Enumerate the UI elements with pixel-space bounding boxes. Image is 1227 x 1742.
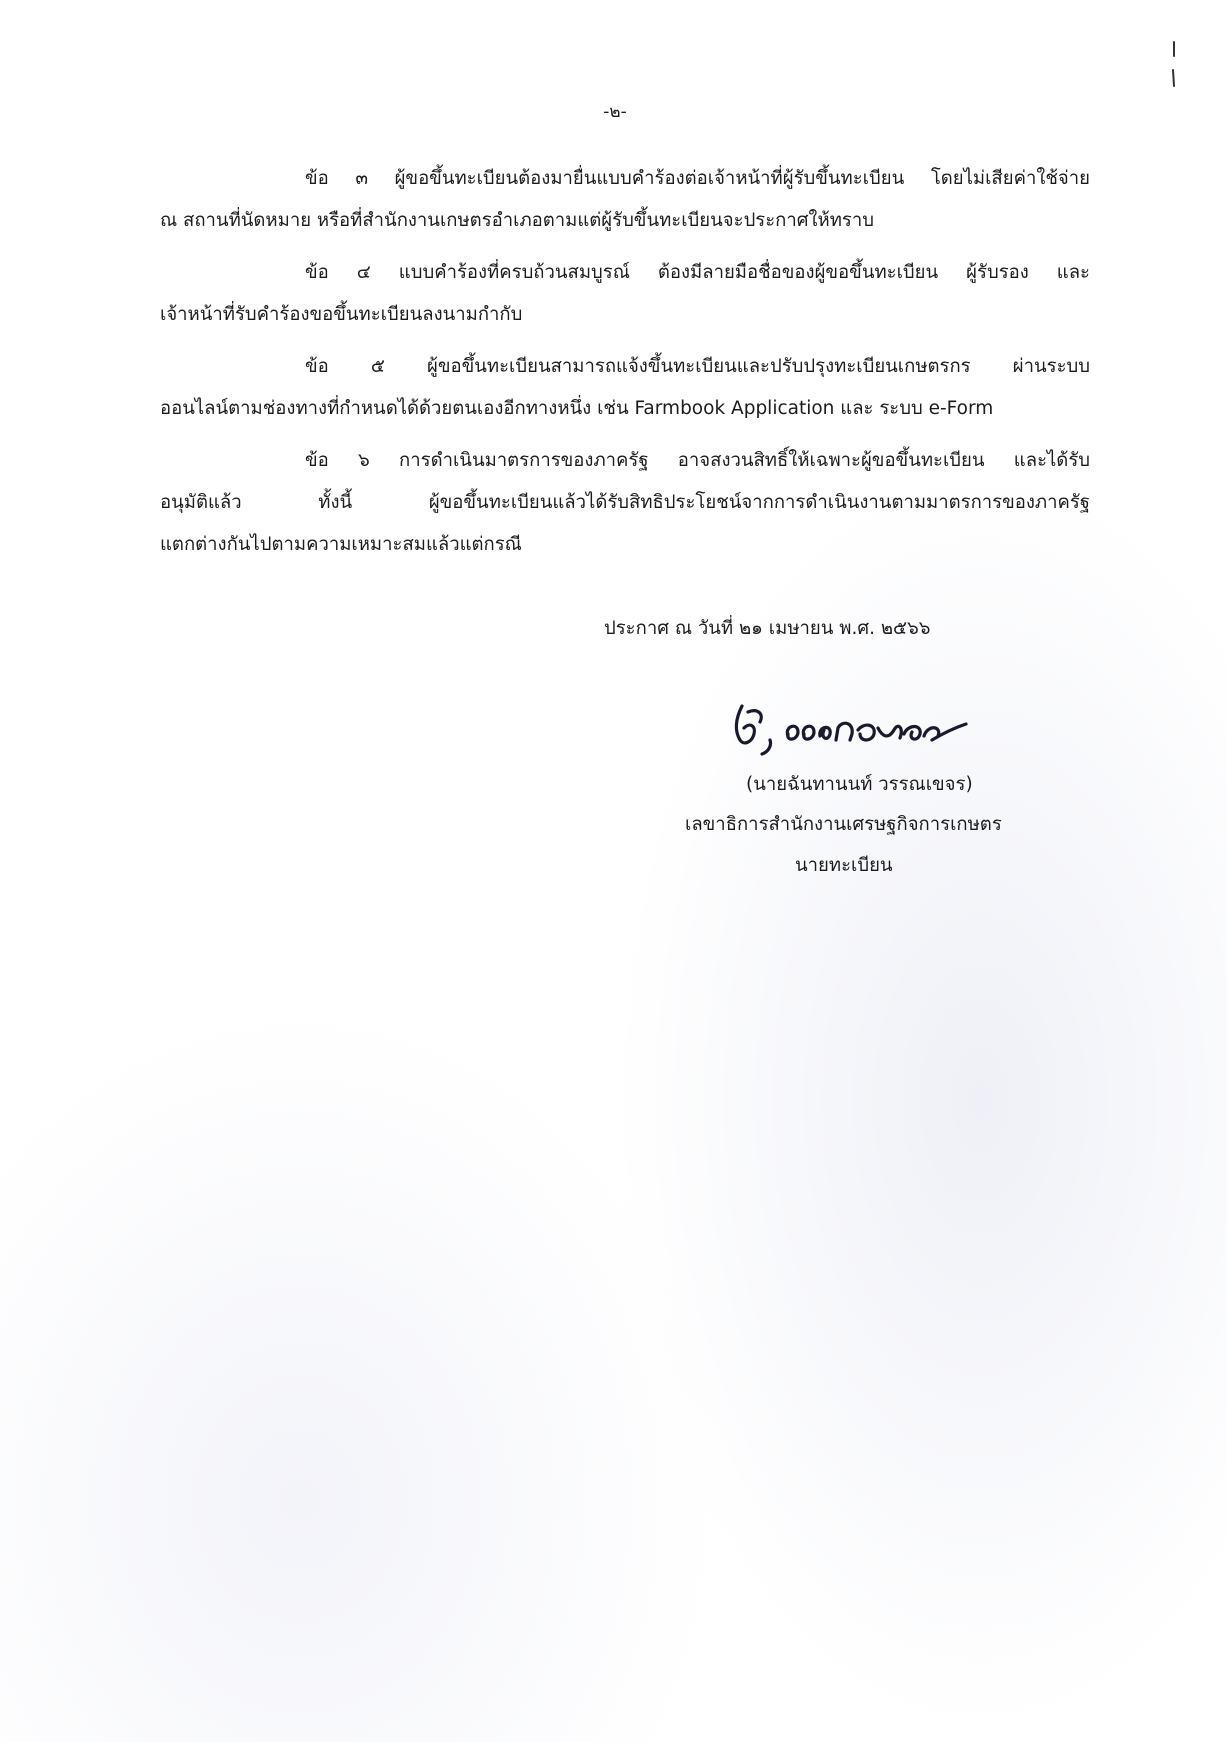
announcement-date: ประกาศ ณ วันที่ ๒๑ เมษายน พ.ศ. ๒๕๖๖ [604, 618, 931, 639]
handwritten-signature [728, 700, 973, 756]
clause-line: อนุมัติแล้ว ทั้งนี้ ผู้ขอขึ้นทะเบียนแล้วได้รับสิทธิประโยชน์จากการดำเนินงานตามมาตรการของภาครัฐ [160, 492, 1090, 513]
clause-first-line: ข้อ ๕ ผู้ขอขึ้นทะเบียนสามารถแจ้งขึ้นทะเบียนและปรับปรุงทะเบียนเกษตรกร ผ่านระบบ [305, 356, 1090, 377]
signer-role: นายทะเบียน [795, 855, 893, 876]
clause-first-line: ข้อ ๔ แบบคำร้องที่ครบถ้วนสมบูรณ์ ต้องมีลายมือชื่อของผู้ขอขึ้นทะเบียน ผู้รับรอง และ [305, 262, 1090, 283]
clause-first-line: ข้อ ๓ ผู้ขอขึ้นทะเบียนต้องมายื่นแบบคำร้องต่อเจ้าหน้าที่ผู้รับขึ้นทะเบียน โดยไม่เสียค่าใช้จ่าย [305, 168, 1090, 189]
clause-3 [160, 158, 1090, 242]
scan-edge-mark [1170, 38, 1178, 90]
clause-line: ณ สถานที่นัดหมาย หรือที่สำนักงานเกษตรอำเภอตามแต่ผู้รับขึ้นทะเบียนจะประกาศให้ทราบ [160, 210, 875, 231]
clause-line: ออนไลน์ตามช่องทางที่กำหนดได้ด้วยตนเองอีกทางหนึ่ง เช่น Farmbook Application และ ระบบ e-Form [160, 398, 994, 419]
clause-line: แตกต่างกันไปตามความเหมาะสมแล้วแต่กรณี [160, 534, 522, 555]
clause-6 [160, 440, 1090, 566]
signer-position: เลขาธิการสำนักงานเศรษฐกิจการเกษตร [685, 814, 1002, 835]
clause-4 [160, 252, 1090, 336]
signer-name: (นายฉันทานนท์ วรรณเขจร) [746, 774, 973, 795]
clause-5 [160, 346, 1090, 430]
page-number: -๒- [603, 102, 627, 122]
clause-line: เจ้าหน้าที่รับคำร้องขอขึ้นทะเบียนลงนามกำกับ [160, 304, 523, 325]
clause-first-line: ข้อ ๖ การดำเนินมาตรการของภาครัฐ อาจสงวนสิทธิ์ให้เฉพาะผู้ขอขึ้นทะเบียน และได้รับ [305, 450, 1090, 471]
